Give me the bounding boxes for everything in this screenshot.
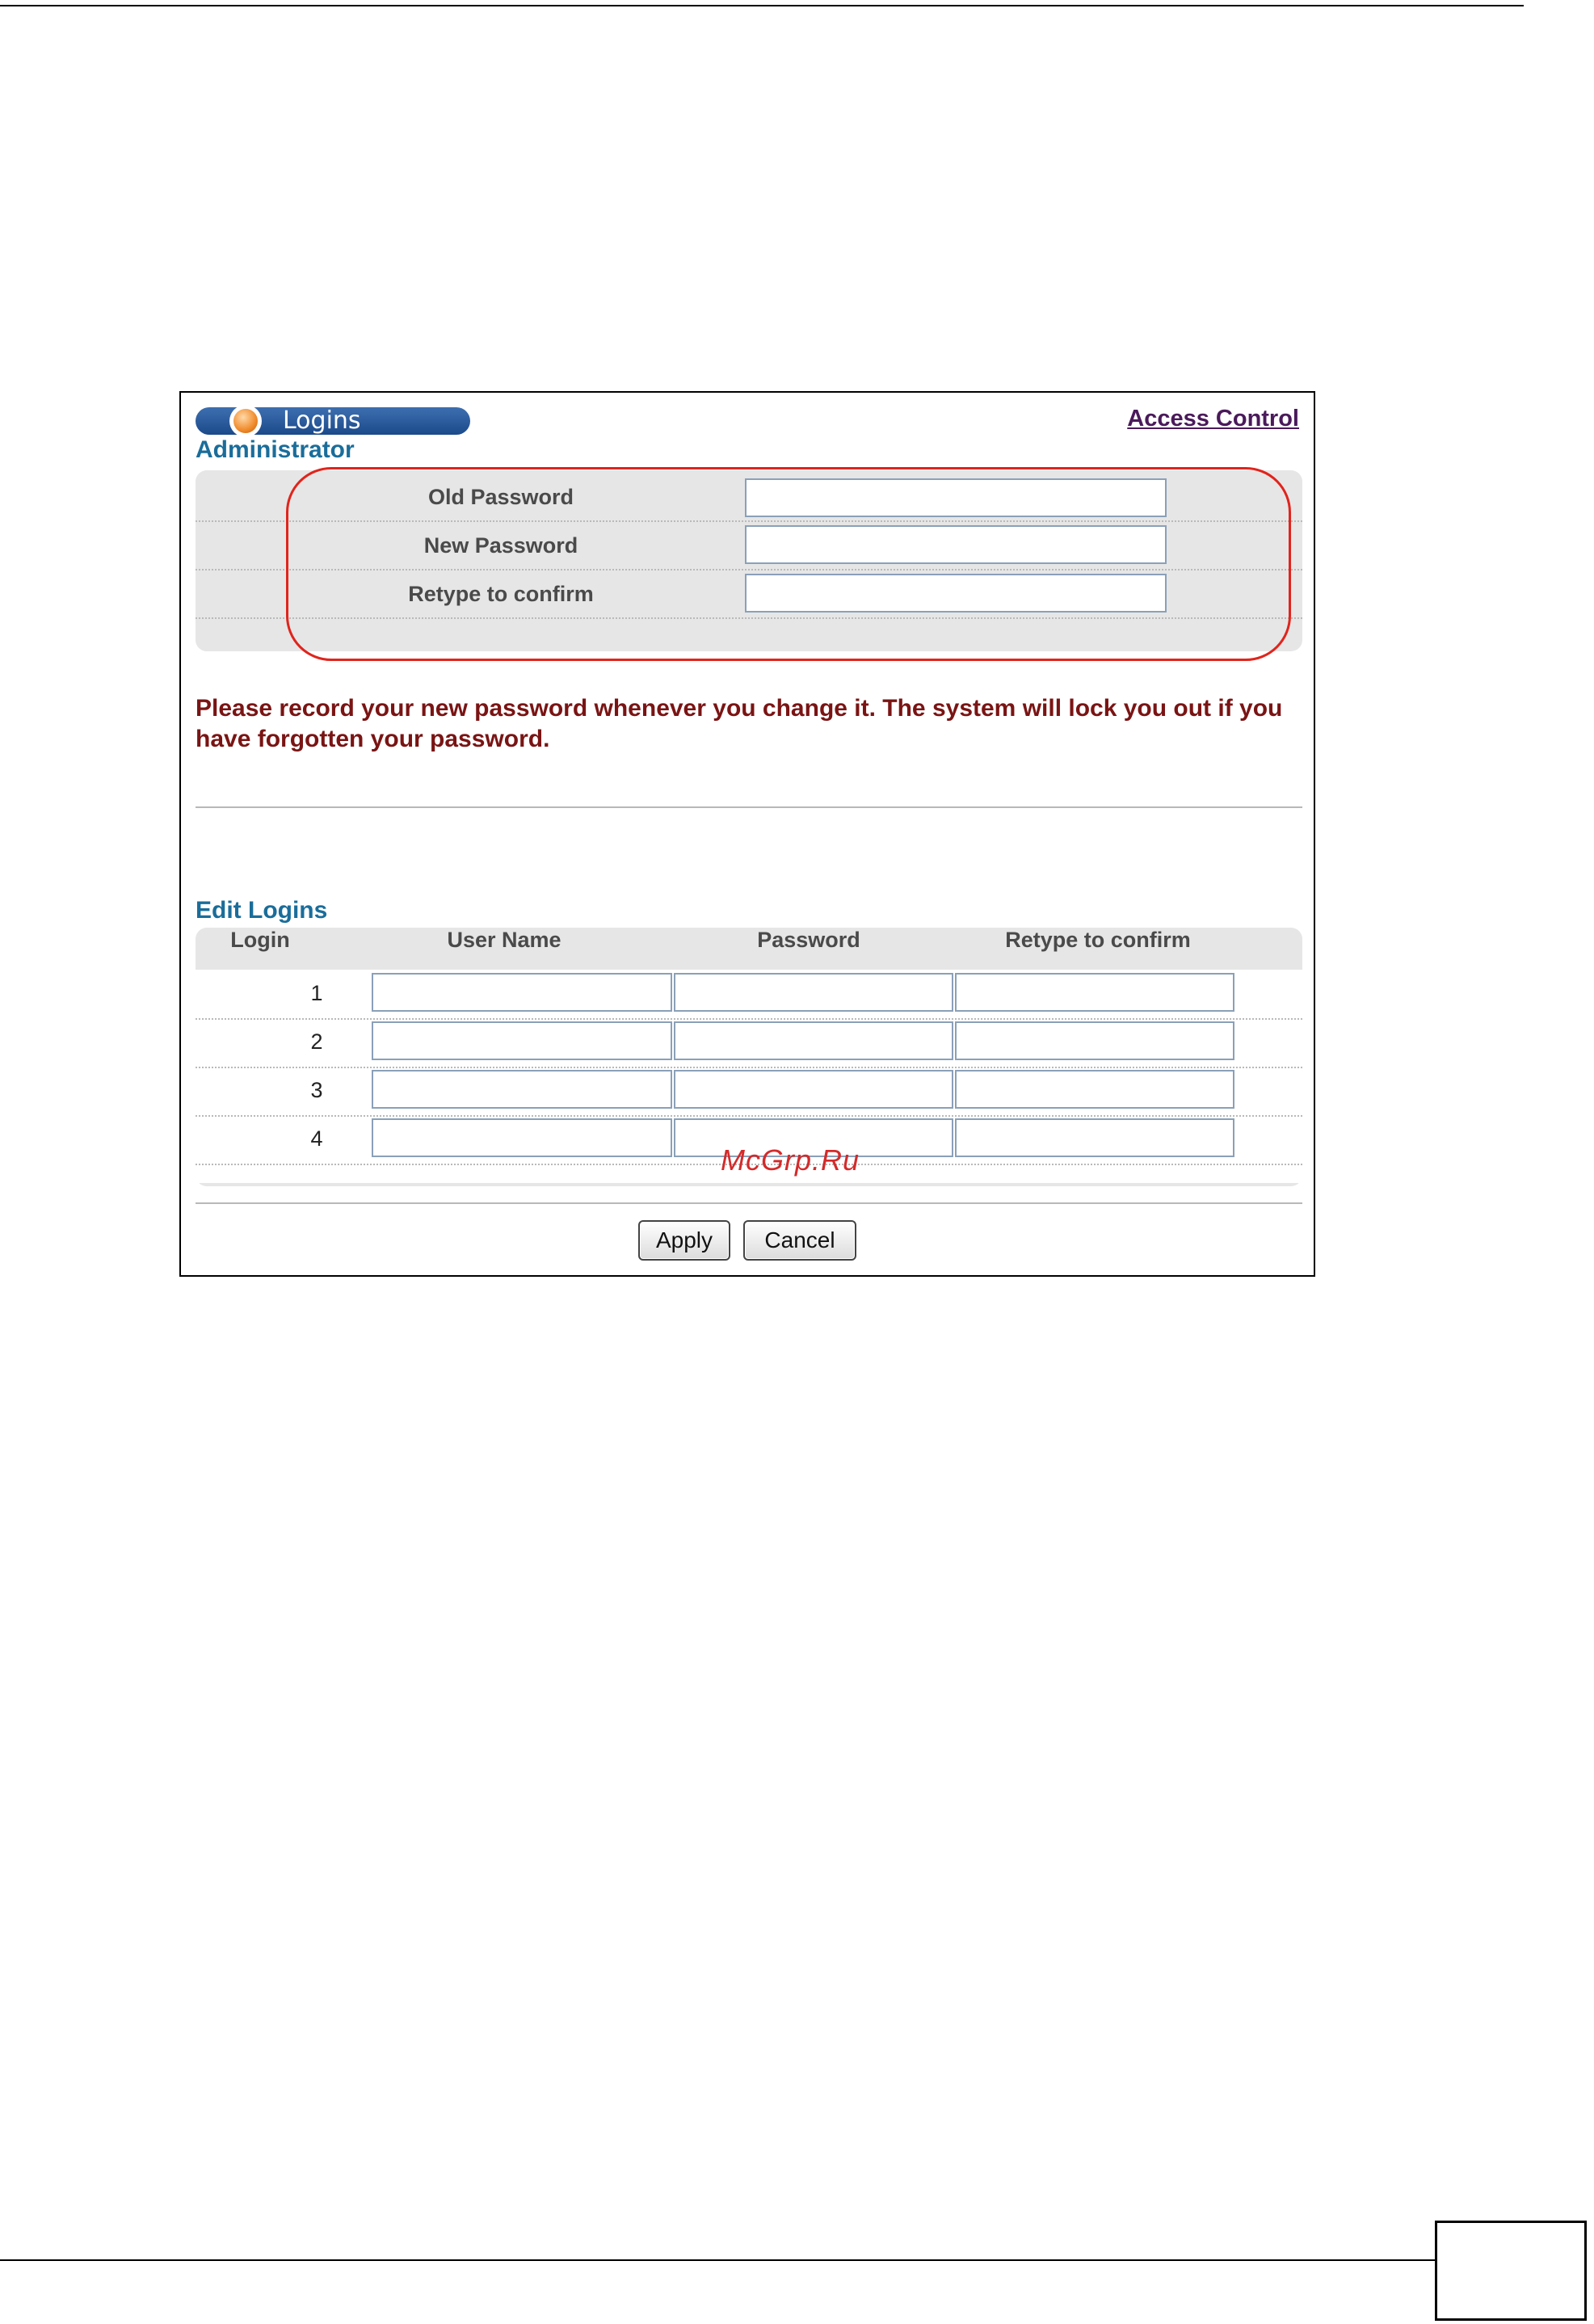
logins-title-pill bbox=[196, 407, 470, 435]
column-header-user-name: User Name bbox=[447, 928, 561, 952]
pill-title: Logins bbox=[283, 406, 361, 435]
page-number-box bbox=[1435, 2221, 1587, 2321]
edit-logins-title: Edit Logins bbox=[196, 897, 328, 924]
orange-orb-icon bbox=[229, 405, 262, 437]
table-row bbox=[196, 970, 1302, 1020]
apply-button[interactable]: Apply bbox=[638, 1220, 730, 1261]
retype-input[interactable] bbox=[955, 1118, 1234, 1157]
user-name-input[interactable] bbox=[372, 1118, 672, 1157]
admin-row bbox=[196, 569, 1302, 619]
password-input[interactable] bbox=[674, 1070, 953, 1109]
divider bbox=[196, 1202, 1302, 1204]
password-warning: Please record your new password whenever you change it. The system will lock you out if you have forgotten your password. bbox=[196, 695, 1283, 752]
retype-input[interactable] bbox=[955, 1021, 1234, 1060]
password-input[interactable] bbox=[674, 1021, 953, 1060]
retype-confirm-input[interactable] bbox=[745, 574, 1167, 613]
column-header-login: Login bbox=[230, 928, 290, 952]
logins-screenshot bbox=[179, 391, 1315, 1277]
login-number: 4 bbox=[310, 1126, 323, 1151]
user-name-input[interactable] bbox=[372, 1070, 672, 1109]
new-password-label: New Password bbox=[423, 533, 578, 558]
cancel-button[interactable]: Cancel bbox=[743, 1220, 856, 1261]
page-bottom-rule bbox=[0, 2259, 1435, 2261]
table-row bbox=[196, 1067, 1302, 1117]
old-password-label: Old Password bbox=[427, 485, 574, 509]
column-header-retype: Retype to confirm bbox=[1005, 928, 1191, 952]
login-number: 1 bbox=[310, 981, 323, 1005]
user-name-input[interactable] bbox=[372, 1021, 672, 1060]
admin-row bbox=[196, 520, 1302, 570]
login-number: 2 bbox=[310, 1029, 323, 1054]
administrator-panel bbox=[196, 470, 1302, 651]
page-top-rule bbox=[0, 5, 1524, 6]
divider bbox=[196, 806, 1302, 808]
password-input[interactable] bbox=[674, 973, 953, 1012]
retype-confirm-label: Retype to confirm bbox=[408, 582, 594, 606]
table-row bbox=[196, 1018, 1302, 1068]
new-password-input[interactable] bbox=[745, 525, 1167, 564]
access-control-link[interactable]: Access Control bbox=[1127, 406, 1299, 432]
old-password-input[interactable] bbox=[745, 478, 1167, 517]
login-number: 3 bbox=[310, 1078, 323, 1102]
retype-input[interactable] bbox=[955, 973, 1234, 1012]
watermark: McGrp.Ru bbox=[721, 1143, 860, 1177]
admin-row bbox=[196, 470, 1302, 522]
retype-input[interactable] bbox=[955, 1070, 1234, 1109]
column-header-password: Password bbox=[757, 928, 860, 952]
user-name-input[interactable] bbox=[372, 973, 672, 1012]
administrator-title: Administrator bbox=[196, 436, 355, 463]
